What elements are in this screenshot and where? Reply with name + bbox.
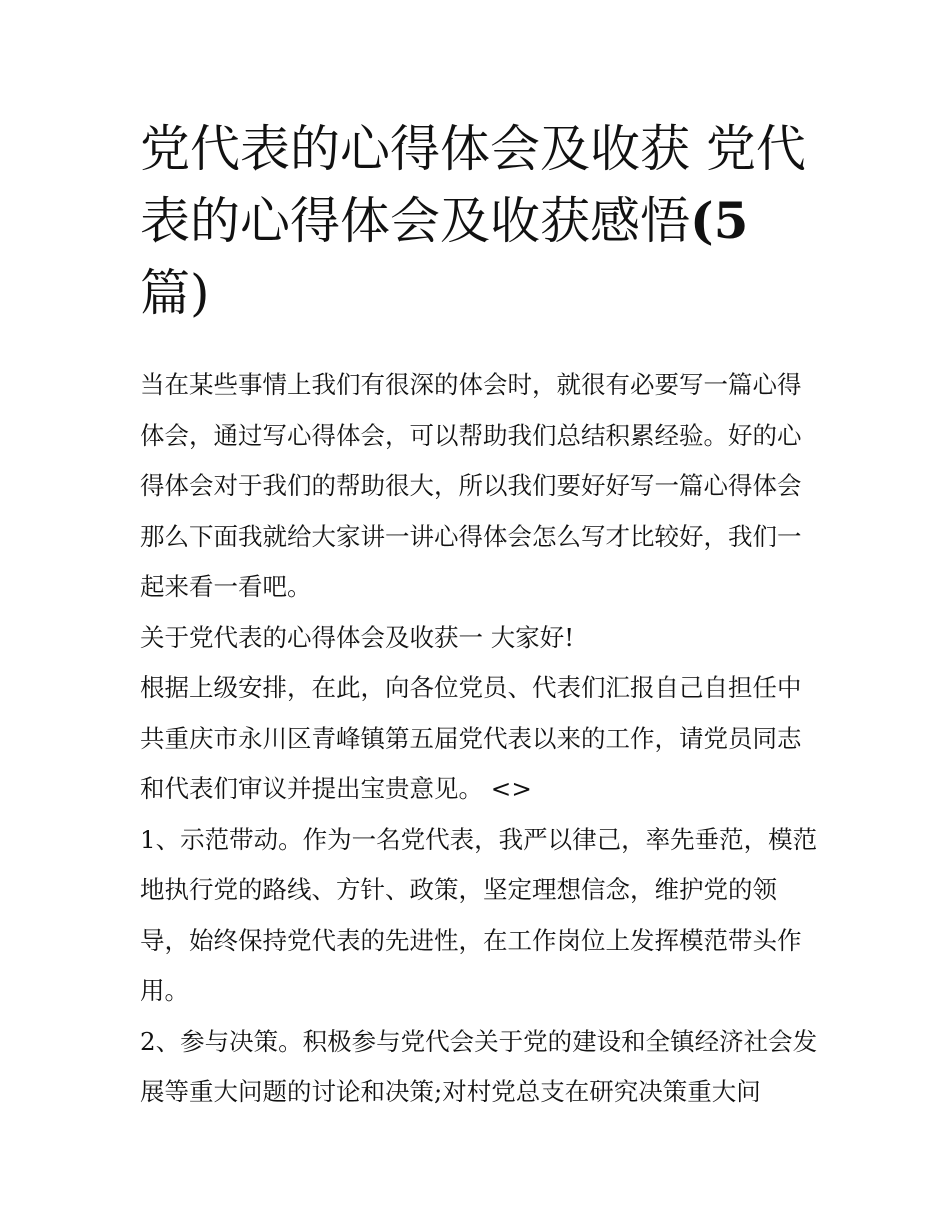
item-1-paragraph: 1、示范带动。作为一名党代表，我严以律己，率先垂范，模范地执行党的路线、方针、政策，坚定理想信念，维护党的领导，始终保持党代表的先进性，在工作岗位上发挥模范带头作用。 xyxy=(140,824,818,1005)
document-body xyxy=(140,360,820,1118)
section-heading-paragraph: 关于党代表的心得体会及收获一 大家好! xyxy=(140,622,575,652)
title-count-open: (5 xyxy=(690,191,749,250)
report-intro-paragraph: 根据上级安排，在此，向各位党员、代表们汇报自己自担任中共重庆市永川区青峰镇第五届党代表以来的工作，请党员同志和代表们审议并提出宝贵意见。 <> xyxy=(140,673,802,803)
title-count-close: 篇) xyxy=(140,264,210,322)
item-2-paragraph: 2、参与决策。积极参与党代会关于党的建设和全镇经济社会发展等重大问题的讨论和决策;对村党总支在研究决策重大问 xyxy=(140,1026,818,1106)
intro-paragraph: 当在某些事情上我们有很深的体会时，就很有必要写一篇心得体会，通过写心得体会，可以帮助我们总结积累经验。好的心得体会对于我们的帮助很大，所以我们要好好写一篇心得体会那么下面我就给大家讲一讲心得体会怎么写才比较好，我们一起来看一看吧。 xyxy=(140,370,802,601)
document-title xyxy=(140,113,820,329)
title-text: 党代表的心得体会及收获 党代表的心得体会及收获感悟 xyxy=(140,120,806,250)
